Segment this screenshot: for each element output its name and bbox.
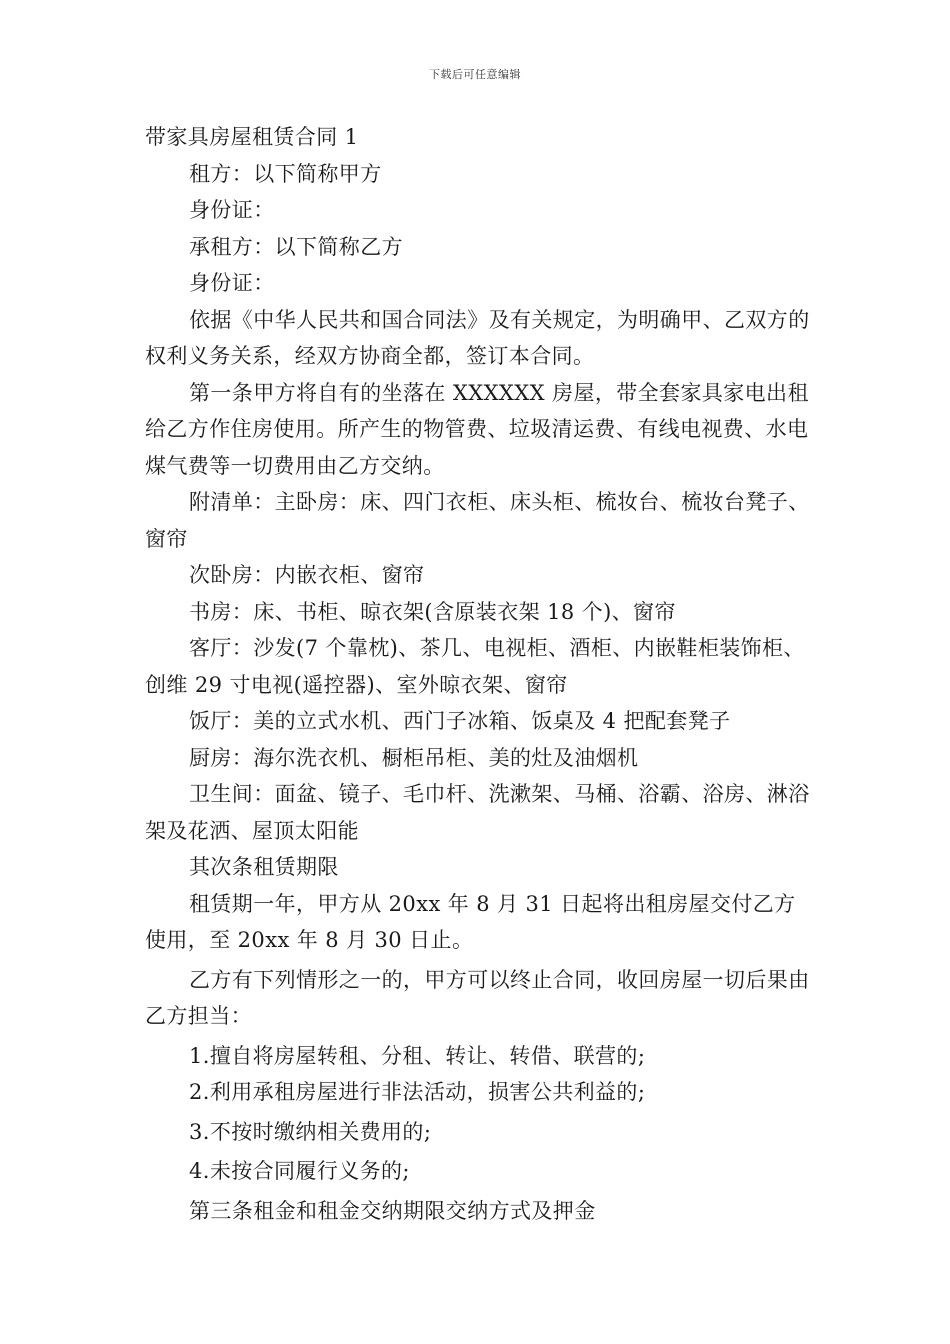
termination-item-3: 3.不按时缴纳相关费用的;	[189, 1119, 432, 1144]
termination-item-4: 4.未按合同履行义务的;	[189, 1159, 410, 1183]
inventory-dining-room: 饭厅：美的立式水机、西门子冰箱、饭桌及 4 把配套凳子	[189, 709, 731, 733]
inventory-master-bedroom: 附清单：主卧房：床、四门衣柜、床头柜、梳妆台、梳妆台凳子、窗帘	[145, 490, 810, 551]
party-b-id-line: 身份证：	[189, 271, 275, 295]
document-title: 带家具房屋租赁合同 1	[145, 125, 359, 149]
inventory-bathroom: 卫生间：面盆、镜子、毛巾杆、洗漱架、马桶、浴霸、浴房、淋浴架及花洒、屋顶太阳能	[145, 782, 810, 843]
page-header-note: 下载后可任意编辑	[429, 68, 521, 81]
party-a-line: 租方：以下简称甲方	[189, 161, 382, 186]
party-a-id-line: 身份证：	[189, 198, 275, 222]
inventory-second-bedroom: 次卧房：内嵌衣柜、窗帘	[189, 563, 425, 587]
document-body	[145, 119, 815, 1229]
lease-term-paragraph: 租赁期一年，甲方从 20xx 年 8 月 31 日起将出租房屋交付乙方使用，至 20xx 年 8 月 30 日止。	[145, 891, 796, 952]
inventory-kitchen: 厨房：海尔洗衣机、橱柜吊柜、美的灶及油烟机	[189, 745, 639, 770]
party-b-line: 承租方：以下简称乙方	[189, 234, 403, 259]
termination-item-1: 1.擅自将房屋转租、分租、转让、转借、联营的;	[189, 1043, 646, 1068]
inventory-study: 书房：床、书柜、晾衣架(含原装衣架 18 个)、窗帘	[189, 599, 676, 624]
inventory-living-room: 客厅：沙发(7 个靠枕)、茶几、电视柜、酒柜、内嵌鞋柜装饰柜、创维 29 寸电视(遥控器)、室外晾衣架、窗帘	[145, 636, 805, 697]
article-3-heading: 第三条租金和租金交纳期限交纳方式及押金	[189, 1198, 596, 1223]
article-2-heading: 其次条租赁期限	[189, 855, 339, 879]
termination-item-2: 2.利用承租房屋进行非法活动，损害公共利益的;	[189, 1080, 646, 1104]
preamble-paragraph: 依据《中华人民共和国合同法》及有关规定，为明确甲、乙双方的权利义务关系，经双方协商全都，签订本合同。	[145, 307, 810, 368]
article-1-paragraph: 第一条甲方将自有的坐落在 XXXXXX 房屋，带全套家具家电出租给乙方作住房使用。所产生的物管费、垃圾清运费、有线电视费、水电煤气费等一切费用由乙方交纳。	[145, 380, 809, 478]
termination-paragraph: 乙方有下列情形之一的，甲方可以终止合同，收回房屋一切后果由乙方担当：	[145, 967, 810, 1028]
